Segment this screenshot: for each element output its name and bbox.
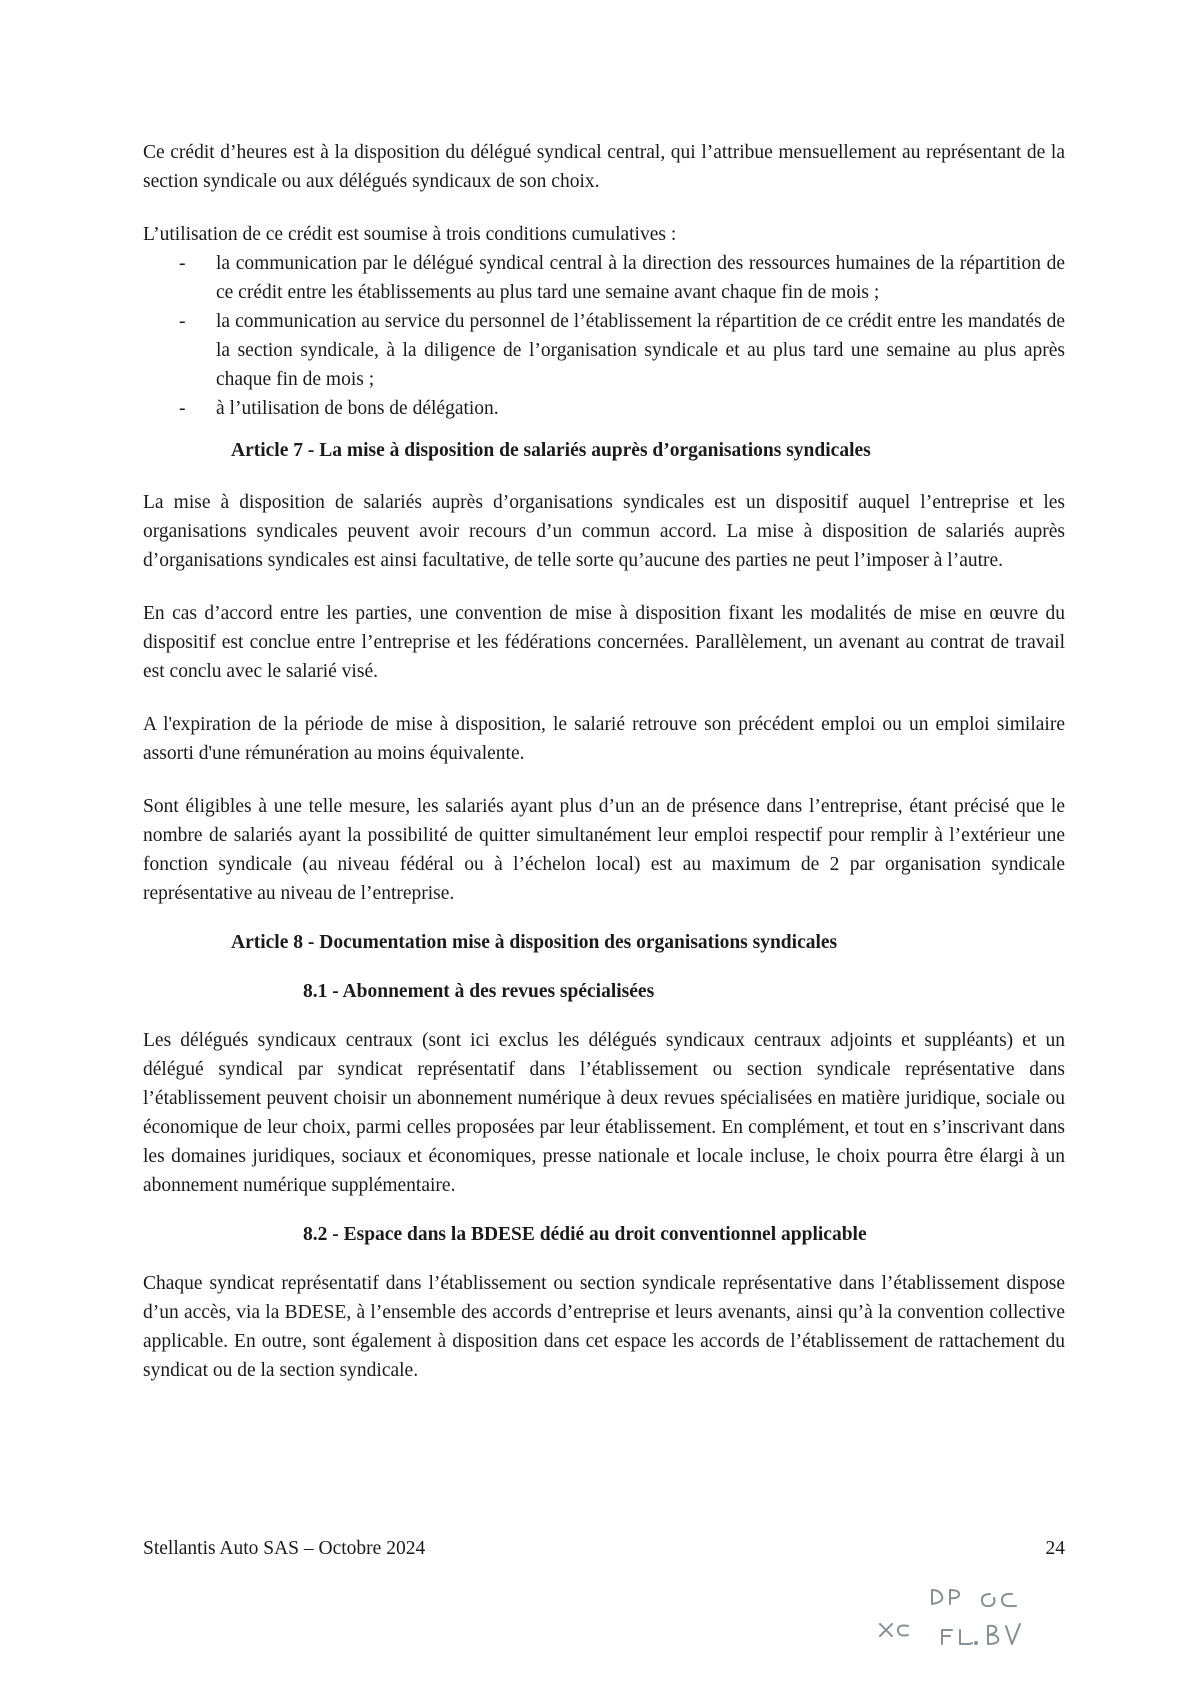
paragraph-credit-heures: Ce crédit d’heures est à la disposition du délégué syndical central, qui l’attribue mensuellement au représentant de la section syndicale ou aux délégués syndicaux de son choix.	[143, 142, 1065, 192]
paragraph-conditions-intro: L’utilisation de ce crédit est soumise à trois conditions cumulatives :	[143, 224, 677, 245]
article-7-paragraph: Sont éligibles à une telle mesure, les salariés ayant plus d’un an de présence dans l’entreprise, étant précisé que le nombre de salariés ayant la possibilité de quitter simultanément leur emploi respectif pour remplir à l’extérieur une fonction syndicale (au niveau fédéral ou à l’échelon local) est au maximum de 2 par organisation syndicale représentative au niveau de l’entreprise.	[143, 796, 1065, 904]
dash-bullet: -	[179, 253, 186, 274]
section-8-2-paragraph: Chaque syndicat représentatif dans l’établissement ou section syndicale représentative dans l’établissement dispose d’un accès, via la BDESE, à l’ensemble des accords d’entreprise et leurs avenants, ainsi qu’à la convention collective applicable. En outre, sont également à disposition dans cet espace les accords de l’établissement de rattachement du syndicat ou de la section syndicale.	[143, 1273, 1065, 1381]
dash-bullet: -	[179, 311, 186, 332]
handwritten-initials	[870, 1580, 1070, 1660]
article-7-paragraph: A l'expiration de la période de mise à disposition, le salarié retrouve son précédent emploi ou un emploi similaire assorti d'une rémunération au moins équivalente.	[143, 714, 1065, 764]
article-7-paragraph: La mise à disposition de salariés auprès d’organisations syndicales est un dispositif auquel l’entreprise et les organisations syndicales peuvent avoir recours d’un commun accord. La mise à disposition de salariés auprès d’organisations syndicales est ainsi facultative, de telle sorte qu’aucune des parties ne peut l’imposer à l’autre.	[143, 492, 1065, 571]
article-8-heading: Article 8 - Documentation mise à disposition des organisations syndicales	[231, 932, 838, 953]
dash-bullet: -	[179, 398, 186, 419]
section-8-2-heading: 8.2 - Espace dans la BDESE dédié au droit conventionnel applicable	[303, 1224, 867, 1245]
list-item: - la communication au service du personnel de l’établissement la répartition de ce crédit entre les mandatés de la section syndicale, à la diligence de l’organisation syndicale et au plus tard une semaine au plus après chaque fin de mois ;	[143, 307, 1065, 394]
article-7-paragraph: En cas d’accord entre les parties, une convention de mise à disposition fixant les modalités de mise en œuvre du dispositif est conclue entre l’entreprise et les fédérations concernées. Parallèlement, un avenant au contrat de travail est conclu avec le salarié visé.	[143, 603, 1065, 682]
conditions-list	[143, 249, 1065, 423]
page-body	[143, 138, 1065, 1385]
section-8-1-heading: 8.1 - Abonnement à des revues spécialisées	[303, 981, 655, 1002]
footer-company-date: Stellantis Auto SAS – Octobre 2024	[143, 1538, 426, 1559]
list-item: - à l’utilisation de bons de délégation.	[143, 394, 1065, 423]
page-number: 24	[1045, 1538, 1065, 1559]
section-8-1-paragraph: Les délégués syndicaux centraux (sont ici exclus les délégués syndicaux centraux adjoints et suppléants) et un délégué syndical par syndicat représentatif dans l’établissement ou section syndicale représentative dans l’établissement peuvent choisir un abonnement numérique à deux revues spécialisées en matière juridique, sociale ou économique de leur choix, parmi celles proposées par leur établissement. En complément, et tout en s’inscrivant dans les domaines juridiques, sociaux et économiques, presse nationale et locale incluse, le choix pourra être élargi à un abonnement numérique supplémentaire.	[143, 1030, 1065, 1196]
list-item: - la communication par le délégué syndical central à la direction des ressources humaines de la répartition de ce crédit entre les établissements au plus tard une semaine avant chaque fin de mois ;	[143, 249, 1065, 307]
page-footer	[143, 1538, 1065, 1560]
article-7-heading: Article 7 - La mise à disposition de salariés auprès d’organisations syndicales	[231, 440, 871, 461]
